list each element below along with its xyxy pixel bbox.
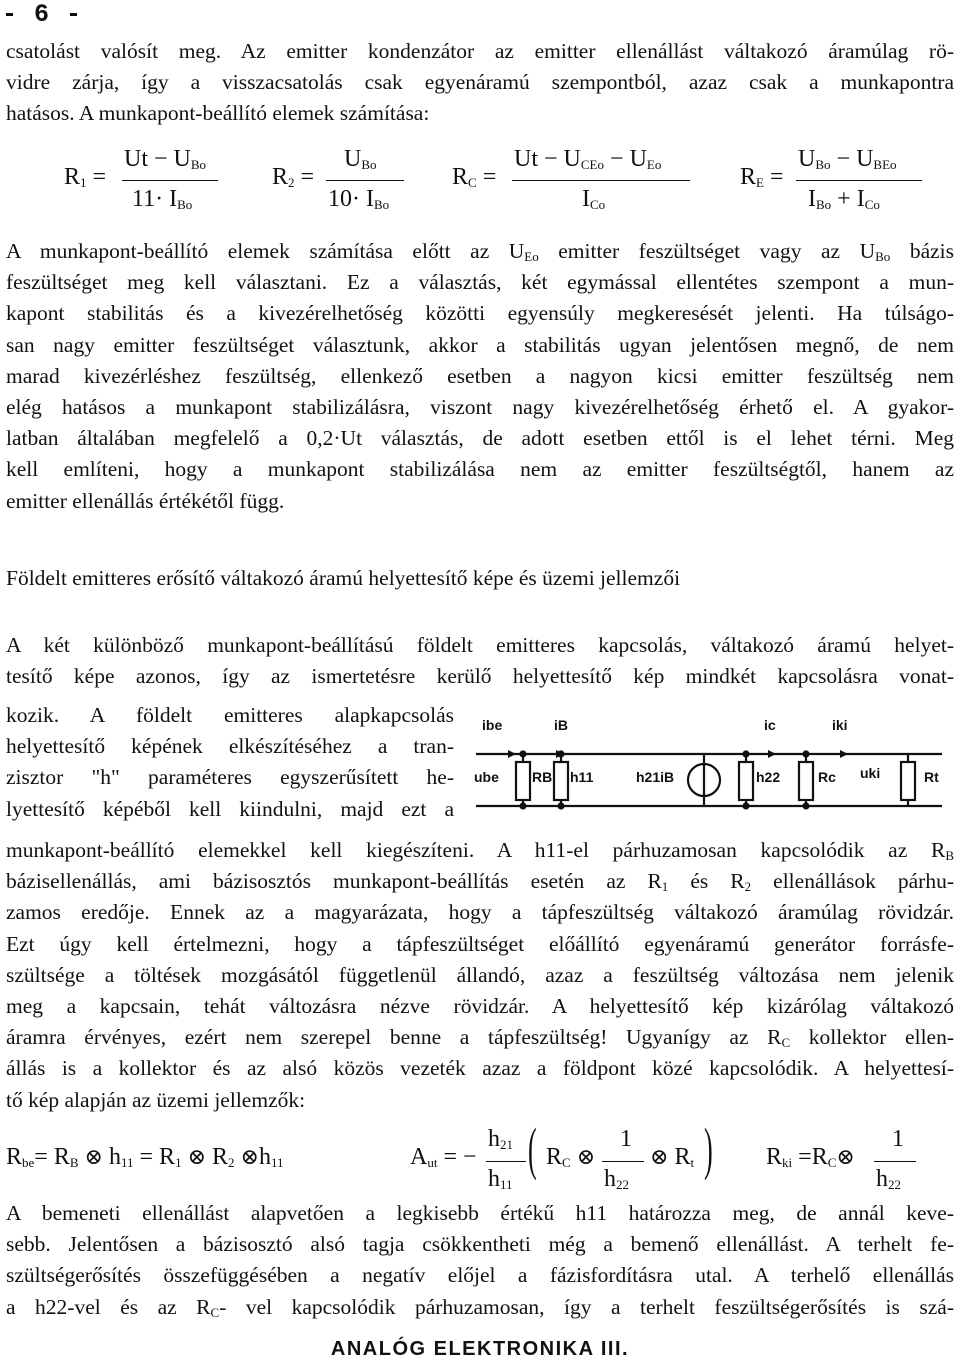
- text-line: kozik. A földelt emitteres alapkapcsolás: [6, 703, 454, 727]
- section-heading: Földelt emitteres erősítő váltakozó áramú helyettesítő képe és üzemi jellemzői: [6, 566, 681, 590]
- text-line: sebb. Jelentősen a bázisosztó alsó tagja csökkentheti még a bemenő ellenállást. A terhelt fe-: [6, 1232, 954, 1257]
- label-h21ib: h21iB: [636, 769, 675, 785]
- label-rt: Rt: [924, 769, 939, 785]
- label-rb: RB: [532, 769, 553, 785]
- text-line: feszültséget meg kell választani. Ez a választás, két egymással ellentétes szempont a mun-: [6, 270, 954, 295]
- text-line: zisztor "h" paraméteres egyszerűsített he-: [6, 765, 454, 790]
- text-line: marad kivezérléshez feszültség, ellenkező esetben a nagyon kicsi emitter feszültség nem: [6, 363, 954, 388]
- label-h11: h11: [570, 769, 594, 785]
- paragraph-characteristics: [6, 1198, 954, 1323]
- page-number: - 6 -: [2, 0, 83, 29]
- paragraph-continued: [6, 835, 954, 1116]
- text-line: szültségerősítés összefüggésében a negatív előjel a fázisfordításra utal. A terhelő ellenállás: [6, 1263, 954, 1288]
- paragraph-emitter-voltage: [6, 236, 954, 517]
- page-footer: ANALÓG ELEKTRONIKA III.: [330, 1338, 630, 1360]
- text-line: A két különböző munkapont-beállítású földelt emitteres kapcsolás, váltakozó áramú helyet-: [6, 633, 954, 657]
- text-line: hatásos. A munkapont-beállító elemek számítása:: [6, 101, 430, 126]
- text-line: a h22-vel és az $R_C-$ vel kapcsolódik párhuzamosan, így a terhelt feszültségerősítés is szá-: [6, 1294, 954, 1320]
- text-line: zamos eredője. Ennek az a magyarázata, hogy a tápfeszültség váltakozó áramúlag rövidzár.: [6, 900, 954, 925]
- label-ib: iB: [554, 717, 568, 733]
- label-ube: ube: [474, 769, 499, 785]
- text-line: A bemeneti ellenállást alapvetően a legkisebb értékű h11 határozza meg, de annál keve-: [6, 1201, 954, 1225]
- text-line: lyettesítő képéből kell kiindulni, majd ezt a: [6, 796, 454, 821]
- text-line: elég hatásos a munkapont stabilizálásra, viszont nagy kivezérelhetőség érhető el. A gyakor-: [6, 395, 954, 420]
- paragraph-intro: [6, 36, 954, 130]
- text-line: san nagy emitter feszültséget választunk, akkor a stabilitás ugyan jelentősen megnő, de nem: [6, 332, 954, 357]
- paragraph-equivalent-circuit: [6, 630, 954, 692]
- text-line: A munkapont-beállító elemek számítása előtt az $U_{Eo}$ emitter feszültséget vagy az $U_{Bo}$ bázis: [6, 239, 954, 264]
- text-line: meg a kapcsain, tehát változásra nézve rövidzár. A helyettesítő kép kizárólag váltakozó: [6, 994, 954, 1019]
- text-line: helyettesítő képének elkészítéséhez a tran-: [6, 734, 454, 759]
- label-ic: ic: [764, 717, 776, 733]
- label-uki: uki: [860, 765, 881, 781]
- label-h22: h22: [756, 769, 781, 785]
- text-line: kell említeni, hogy a munkapont stabilizálása nem az emitter feszültségtől, hanem az: [6, 457, 954, 482]
- text-line: latban általában megfelelő a 0,2·Ut választás, de adott esetben ettől is el lehet térni. Meg: [6, 426, 954, 451]
- text-line: áramra érvényes, ezért nem szerepel benne a tápfeszültség! Ugyanígy az $R_C$ kollektor ellen-: [6, 1025, 954, 1051]
- text-line: vidre zárja, így a visszacsatolás csak egyenáramú szempontból, azaz csak a munkapontra: [6, 70, 954, 95]
- text-line: Ezt úgy kell értelmezni, hogy a tápfeszültséget előállító egyenáramú generátor forrásfe-: [6, 931, 954, 956]
- label-iki: iki: [832, 717, 848, 733]
- text-line: bázisellenállás, ami bázisosztós munkapont-beállítás esetén az $R_1$ és $R_2$ ellenállások párhu-: [6, 869, 954, 895]
- text-line: tő kép alapján az üzemi jellemzők:: [6, 1087, 306, 1112]
- label-rc: Rc: [818, 769, 836, 785]
- text-line: állás is a kollektor és az alsó közös vezeték azaz a földpont közé kapcsolódik. A helyettesí-: [6, 1056, 954, 1081]
- text-line: munkapont-beállító elemekkel kell kiegészíteni. A h11-el párhuzamosan kapcsolódik az $R_B$: [6, 838, 954, 863]
- paragraph-narrow: [6, 700, 454, 825]
- text-line: csatolást valósít meg. Az emitter kondenzátor az emitter ellenállást váltakozó áramúlag rö-: [6, 39, 954, 63]
- label-ibe: ibe: [482, 717, 503, 733]
- text-line: tesítő képe azonos, így az ismertetésre kerülő helyettesítő kép mindkét kapcsolásra vonat-: [6, 664, 954, 689]
- equivalent-circuit-diagram: [468, 710, 954, 824]
- text-line: emitter ellenállás értékétől függ.: [6, 488, 285, 513]
- text-line: kapont stabilitás és a kivezérelhetőség közötti egyensúly megkeresését jelenti. Ha túlságo-: [6, 301, 954, 326]
- text-line: szültsége a töltések mozgásától függetlenül állandó, azaz a feszültség változása nem jelenik: [6, 962, 954, 987]
